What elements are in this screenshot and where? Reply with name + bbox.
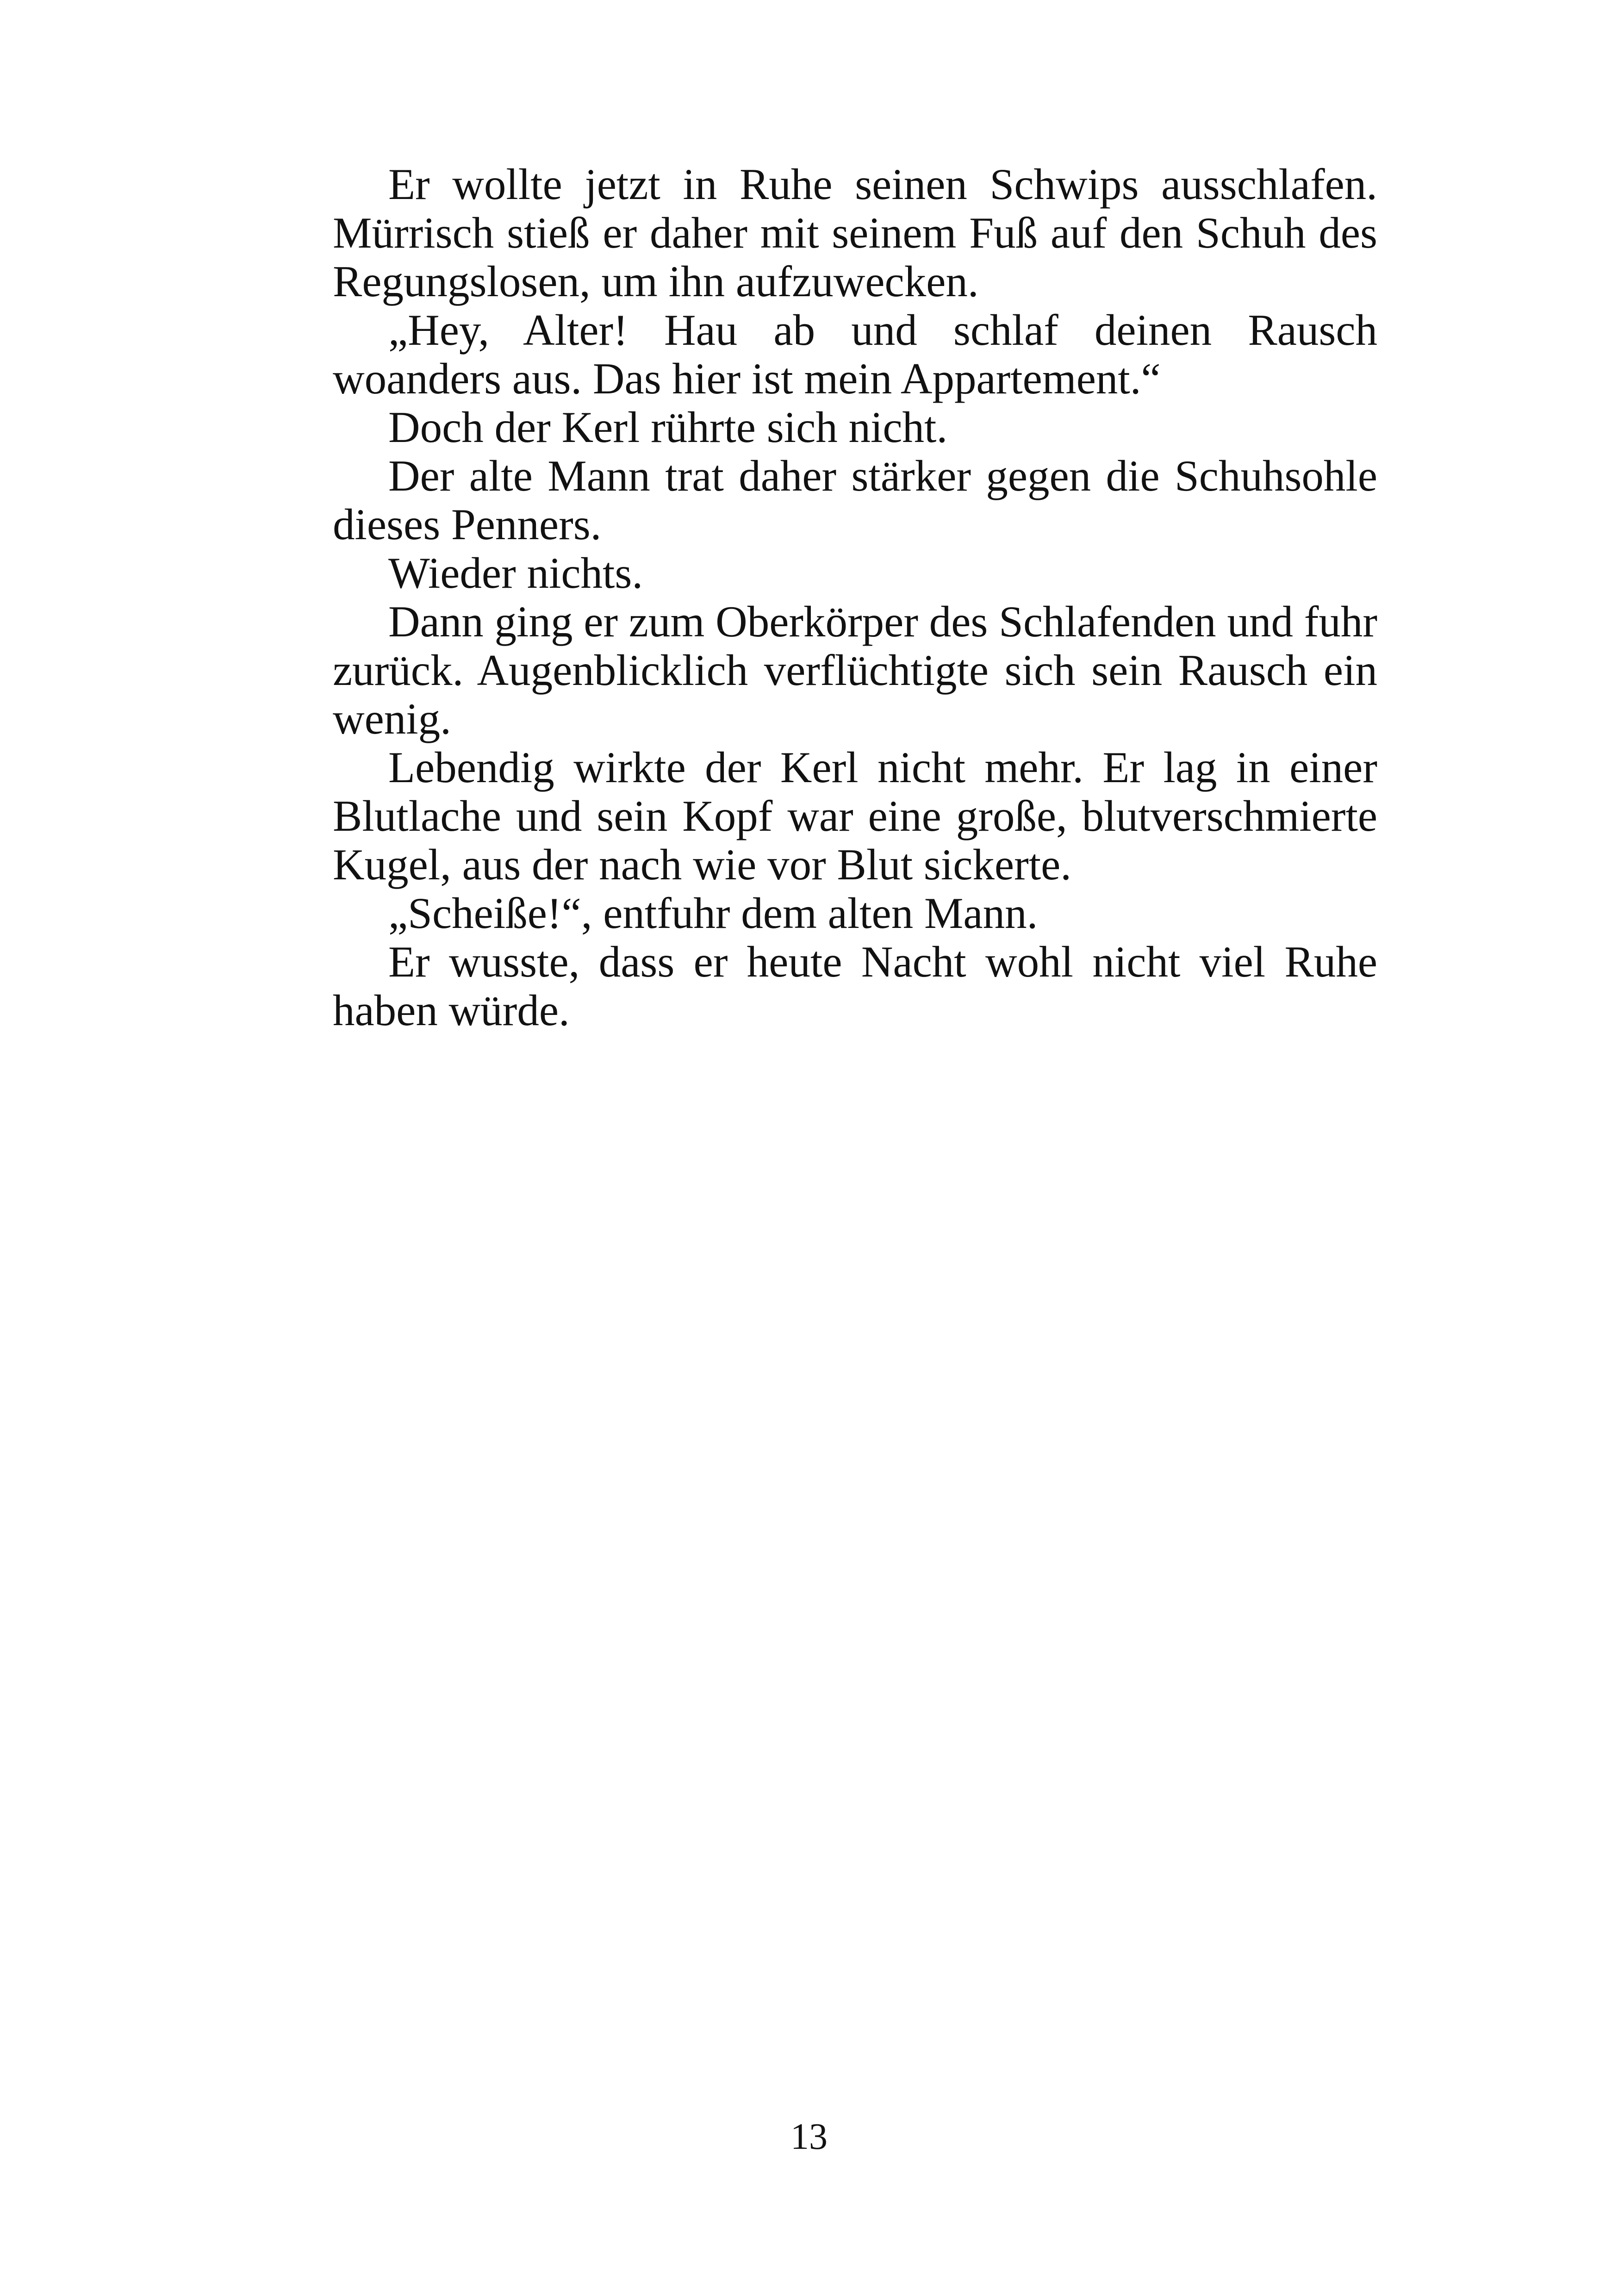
paragraph: „Scheiße!“, entfuhr dem alten Mann. [388,889,1038,938]
paragraph: Dann ging er zum Oberkörper des Schlafenden und fuhr zurück. Augenblicklich verflüchtigte sich sein Rausch ein wenig. [333,597,1377,743]
paragraph: Der alte Mann trat daher stärker gegen die Schuhsohle dieses Penners. [333,451,1377,549]
paragraph: Er wollte jetzt in Ruhe seinen Schwips ausschlafen. Mürrisch stieß er daher mit seinem Fuß auf den Schuh des Regungslosen, um ihn aufzuwecken. [333,160,1377,306]
paragraph: Wieder nichts. [388,548,643,597]
paragraph: „Hey, Alter! Hau ab und schlaf deinen Rausch woanders aus. Das hier ist mein Appartement.“ [333,305,1377,403]
paragraph: Er wusste, dass er heute Nacht wohl nicht viel Ruhe haben würde. [333,937,1377,1035]
paragraph: Lebendig wirkte der Kerl nicht mehr. Er lag in einer Blutlache und sein Kopf war eine große, blutverschmierte Kugel, aus der nach wie vor Blut sickerte. [333,743,1377,889]
paragraph: Doch der Kerl rührte sich nicht. [388,403,948,452]
body-text [333,160,1377,1035]
page-number: 13 [790,2116,828,2157]
